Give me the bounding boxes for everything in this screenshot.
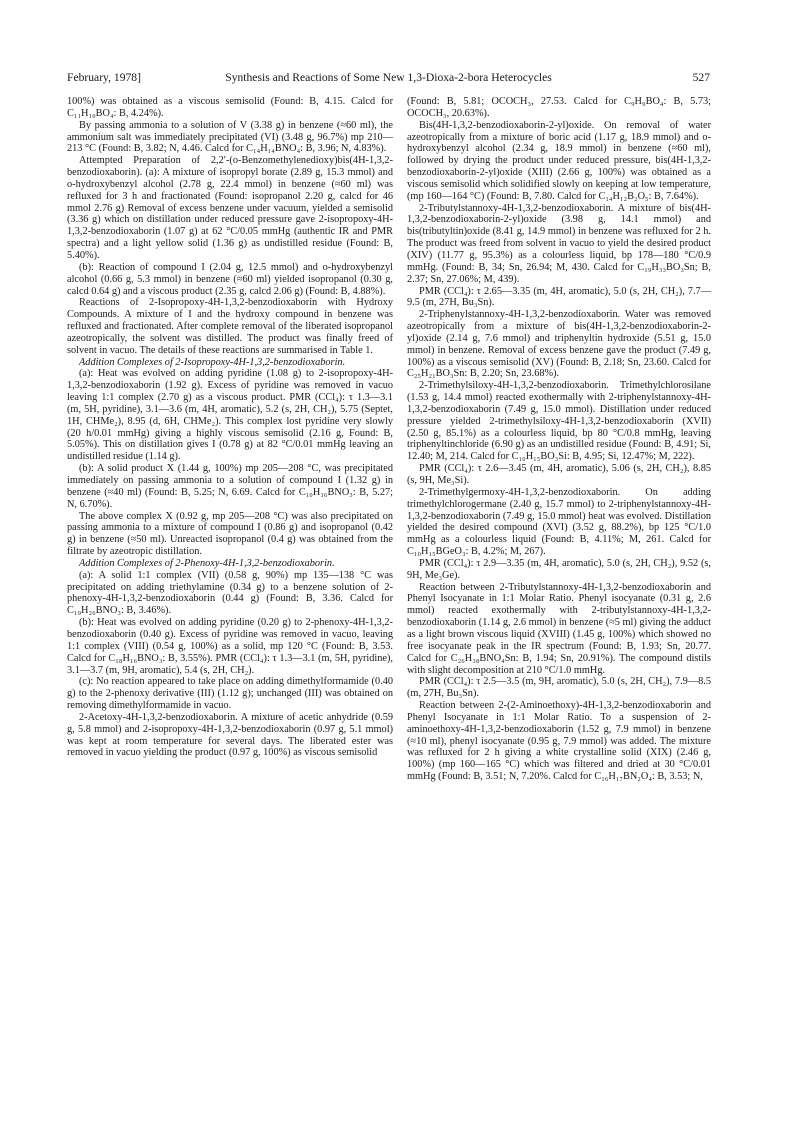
running-header xyxy=(67,70,710,86)
right-column xyxy=(407,96,711,783)
paragraph: Reaction between 2-(2-Aminoethoxy)-4H-1,3,2-benzodioxaborin and Phenyl Isocyanate in 1:1 Molar Ratio. To a suspension of 2-aminoethoxy-4H-1,3,2-benzodioxaborin (1.52 g, 7.9 mmol) in benzene (≈10 ml), phenyl isocyanate (0.95 g, 7.9 mmol) was added. The mixture was refluxed for 2 h giving a white crystalline solid (XIX) (2.46 g, 100%) (mp 160—165 °C) which was filtered and dried at 30 °C/0.01 mmHg (Found: B, 3.51; N, 7.20%. Calcd for C₁₆H₁₇BN₂O₄: B, 3.53; N, xyxy=(407,700,711,783)
paragraph: Attempted Preparation of 2,2′-(o-Benzomethylenedioxy)bis(4H-1,3,2-benzodioxaborin). (a): A mixture of isopropyl borate (2.89 g, 15.3 mmol) and o-hydroxybenzyl alcohol (2.78 g, 22.4 mmol) in benzene (≈60 ml) was refluxed for 3 h and fractionated (Found: isopropanol 2.20 g, calcd for 46 mmol 2.76 g) Removal of excess benzene under vacuum, yielded a semisolid (3.36 g) which on distillation under reduced pressure gave 2-isopropoxy-4H-1,3,2-benzodioxaborin (1.07 g) at 62 °C/0.05 mmHg (authentic IR and PMR spectra) and a light yellow solid (1.36 g) as undistilled residue (Found: B, 5.40%). xyxy=(67,155,393,261)
paragraph: 2-Acetoxy-4H-1,3,2-benzodioxaborin. A mixture of acetic anhydride (0.59 g, 5.8 mmol) and 2-isopropoxy-4H-1,3,2-benzodioxaborin (0.97 g, 5.1 mmol) was kept at room temperature for several days. The liberated ester was removed in vacuo yielding the product (0.97 g, 100%) as viscous semisolid xyxy=(67,711,393,759)
section-heading: Addition Complexes of 2-Isopropoxy-4H-1,3,2-benzodioxaborin. xyxy=(79,356,346,368)
issue-date: February, 1978] xyxy=(67,71,141,84)
paragraph: Reaction between 2-Tributylstannoxy-4H-1,3,2-benzodioxaborin and Phenyl Isocyanate in 1:1 Molar Ratio. Phenyl isocyanate (0.31 g, 2.6 mmol) reacted exothermally with 2-tributylstannoxy-4H-1,3,2-benzodioxaborin (1.14 g, 2.6 mmol) in benzene (≈5 ml) giving the adduct as a light brown viscous liquid (XVIII) (1.45 g, 100%) which showed no free isocyanate peak in the IR spectrum (Found: B, 1.93; Sn, 20.77. Calcd for C₂₆H₃₈BNO₄Sn: B, 1.94; Sn, 20.91%). The compound distils with slight decomposition at 210 °C/1.0 mmHg. xyxy=(407,581,711,676)
paragraph: By passing ammonia to a solution of V (3.38 g) in benzene (≈60 ml), the ammonium salt was immediately precipitated (VI) (3.48 g, 96.7%) mp 210—213 °C (Found: B, 3.82; N, 4.46. Calcd for C₁₄H₁₄BNO₄: B, 3.96; N, 4.83%). xyxy=(67,119,393,155)
section-heading: Addition Complexes of 2-Phenoxy-4H-1,3,2-benzodioxaborin. xyxy=(79,557,335,569)
paragraph: (b): A solid product X (1.44 g, 100%) mp 205—208 °C, was precipitated immediately on passing ammonia to a solution of compound I (1.32 g) in benzene (≈40 ml) (Found: B, 5.25; N, 6.69. Calcd for C₁₀H₁₆BNO₃: B, 5.27; N, 6.70%). xyxy=(67,463,393,510)
paragraph: 100%) was obtained as a viscous semisolid (Found: B, 4.15. Calcd for C₁₁H₁₀BO₄: B, 4.24%). xyxy=(67,96,393,119)
paragraph: 2-Trimethylsiloxy-4H-1,3,2-benzodioxaborin. Trimethylchlorosilane (1.53 g, 14.4 mmol) reacted exothermally with 2-triphenylstannoxy-4H-1,3,2-benzodioxaborin (7.49 g, 15.0 mmol). Distillation under reduced pressure yielded 2-trimethylsiloxy-4H-1,3,2-benzodioxaborin (XVII) (2.50 g, 85.1%) as a colourless liquid, bp 80 °C/0.8 mmHg, leaving triphenyltinchloride (6.90 g) as an undistilled residue (Found: B, 4.91; Si, 12.40; M, 214. Calcd for C₁₀H₁₅BO₃Si: B, 4.95; Si, 12.47%; M, 222). xyxy=(407,380,711,463)
page-number: 527 xyxy=(692,71,710,84)
paragraph: (a): A solid 1:1 complex (VII) (0.58 g, 90%) mp 135—138 °C was precipitated on adding triethylamine (0.34 g) to a benzene solution of 2-phenoxy-4H-1,3,2-benzodioxaborin (0.44 g) (Found: B, 3.36. Calcd for C₁₉H₂₆BNO₃: B, 3.46%). xyxy=(67,569,393,617)
paragraph: (a): Heat was evolved on adding pyridine (1.08 g) to 2-isopropoxy-4H-1,3,2-benzodioxaborin (1.92 g). Excess of pyridine was removed in vacuo leaving 1:1 complex (2.70 g) as a viscous product. PMR (CCl₄): τ 1.3—3.1 (m, 5H, pyridine), 3.1—3.6 (m, 4H, aromatic), 5.2 (s, 2H, CH₂), 5.75 (Septet, 1H, CHMe₂), 8.95 (d, 6H, CHMe₂). This complex lost pyridine very slowly (20 h/0.01 mmHg) giving a highly viscous semisolid (2.16 g, Found: B, 5.05%). This on distillation gives I (0.78 g) at 82 °C/0.01 mmHg leaving an undistilled residue (1.14 g). xyxy=(67,368,393,463)
paragraph: PMR (CCl₄): τ 2.6—3.45 (m, 4H, aromatic), 5.06 (s, 2H, CH₂), 8.85 (s, 9H, Me₃Si). xyxy=(407,463,711,486)
paragraph: Bis(4H-1,3,2-benzodioxaborin-2-yl)oxide. On removal of water azeotropically from a mixture of boric acid (1.17 g, 18.9 mmol) and o-hydroxybenzyl alcohol (2.34 g, 18.9 mmol) in benzene (≈60 ml), followed by drying the product under reduced pressure, bis(4H-1,3,2-benzodioxaborin-2-yl)oxide (XIII) (2.66 g, 100%) was obtained as a viscous semisolid which solidified slowly on keeping at low temperature, (mp 160—164 °C) (Found: B, 7.80. Calcd for C₁₄H₁₂B₂O₅: B, 7.64%). xyxy=(407,119,711,202)
paragraph: PMR (CCl₄): τ 2.9—3.35 (m, 4H, aromatic), 5.0 (s, 2H, CH₂), 9.52 (s, 9H, Me₃Ge). xyxy=(407,557,711,581)
left-column xyxy=(67,96,393,759)
paragraph: 2-Tributylstannoxy-4H-1,3,2-benzodioxaborin. A mixture of bis(4H-1,3,2-benzodioxaborin-2-yl)oxide (3.98 g, 14.1 mmol) and bis(tributyltin)oxide (8.41 g, 14.9 mmol) in benzene was refluxed for 2 h. The product was freed from solvent in vacuo to yield the desired product (XIV) (11.77 g, 95.3%) as a colourless liquid, bp 178—180 °C/0.9 mmHg. (Found: B, 34; Sn, 26.94; M, 430. Calcd for C₁₉H₃₃BO₃Sn; B, 2.37; Sn, 27.06%; M, 439). xyxy=(407,202,711,285)
paragraph: (Found: B, 5.81; OCOCH₃, 27.53. Calcd for C₉H₉BO₄: B, 5.73; OCOCH₃, 20.63%). xyxy=(407,96,711,119)
paragraph: PMR (CCl₄): τ 2.5—3.5 (m, 9H, aromatic), 5.0 (s, 2H, CH₂), 7.9—8.5 (m, 27H, Bu₃Sn). xyxy=(407,676,711,700)
paragraph: Reactions of 2-Isopropoxy-4H-1,3,2-benzodioxaborin with Hydroxy Compounds. A mixture of I and the hydroxy compound in benzene was refluxed and fractionated. After complete removal of the liberated isopropanol azeotropically, the solvent was distilled. The product was finally freed of solvent in vacuo. The details of these reactions are summarised in Table 1. xyxy=(67,297,393,356)
paragraph: PMR (CCl₄): τ 2.65—3.35 (m, 4H, aromatic), 5.0 (s, 2H, CH₂), 7.7—9.5 (m, 27H, Bu₃Sn). xyxy=(407,285,711,309)
paragraph: (b): Reaction of compound I (2.04 g, 12.5 mmol) and o-hydroxybenzyl alcohol (0.66 g, 5.3 mmol) in benzene (≈60 ml) yielded isopropanol (0.30 g, calcd 0.64 g) and a viscous product (2.35 g, calcd 2.06 g) (Found: B, 4.88%). xyxy=(67,261,393,297)
paragraph: (b): Heat was evolved on adding pyridine (0.20 g) to 2-phenoxy-4H-1,3,2-benzodioxaborin (0.40 g). Excess of pyridine was removed in vacuo, leaving 1:1 complex (VIII) (0.54 g, 100%) as a solid, mp 120 °C (Found: B, 3.53. Calcd for C₁₈H₁₆BNO₃: B, 3.55%). PMR (CCl₄): τ 1.3—3.1 (m, 5H, pyridine), 3.1—3.7 (m, 9H, aromatic), 5.4 (s, 2H, CH₂). xyxy=(67,617,393,676)
running-title: Synthesis and Reactions of Some New 1,3-Dioxa-2-bora Heterocycles xyxy=(225,71,552,84)
paragraph: The above complex X (0.92 g, mp 205—208 °C) was also precipitated on passing ammonia to a mixture of compound I (0.86 g) and isopropanol (0.42 g) in benzene (≈50 ml). Unreacted isopropanol (0.4 g) was obtained from the filtrate by azeotropic distillation. xyxy=(67,510,393,558)
paragraph: (c): No reaction appeared to take place on adding dimethylformamide (0.40 g) to the 2-phenoxy derivative (III) (1.12 g); unchanged (III) was obtained on removing dimethylformamide in vacuo. xyxy=(67,676,393,712)
paragraph: 2-Trimethylgermoxy-4H-1,3,2-benzodioxaborin. On adding trimethylchlorogermane (2.40 g, 15.7 mmol) to 2-triphenylstannoxy-4H-1,3,2-benzodioxaborin (7.49 g, 15.0 mmol) heat was evolved. Distillation yielded the desired compound (XVI) (3.52 g, 88.2%), bp 125 °C/1.0 mmHg as a colourless liquid (Found: B, 4.11%; M, 261. Calcd for C₁₀H₁₅BGeO₃: B, 4.2%; M, 267). xyxy=(407,486,711,558)
paragraph: 2-Triphenylstannoxy-4H-1,3,2-benzodioxaborin. Water was removed azeotropically from a mixture of bis(4H-1,3,2-benzodioxaborin-2-yl)oxide (2.14 g, 7.6 mmol) and triphenyltin hydroxide (5.51 g, 15.0 mmol) in benzene. Removal of excess benzene gave the product (7.49 g, 100%) as a viscous semisolid (XV) (Found: B, 2.18; Sn, 23.60. Calcd for C₂₅H₂₁BO₃Sn: B, 2.20; Sn, 23.68%). xyxy=(407,309,711,380)
